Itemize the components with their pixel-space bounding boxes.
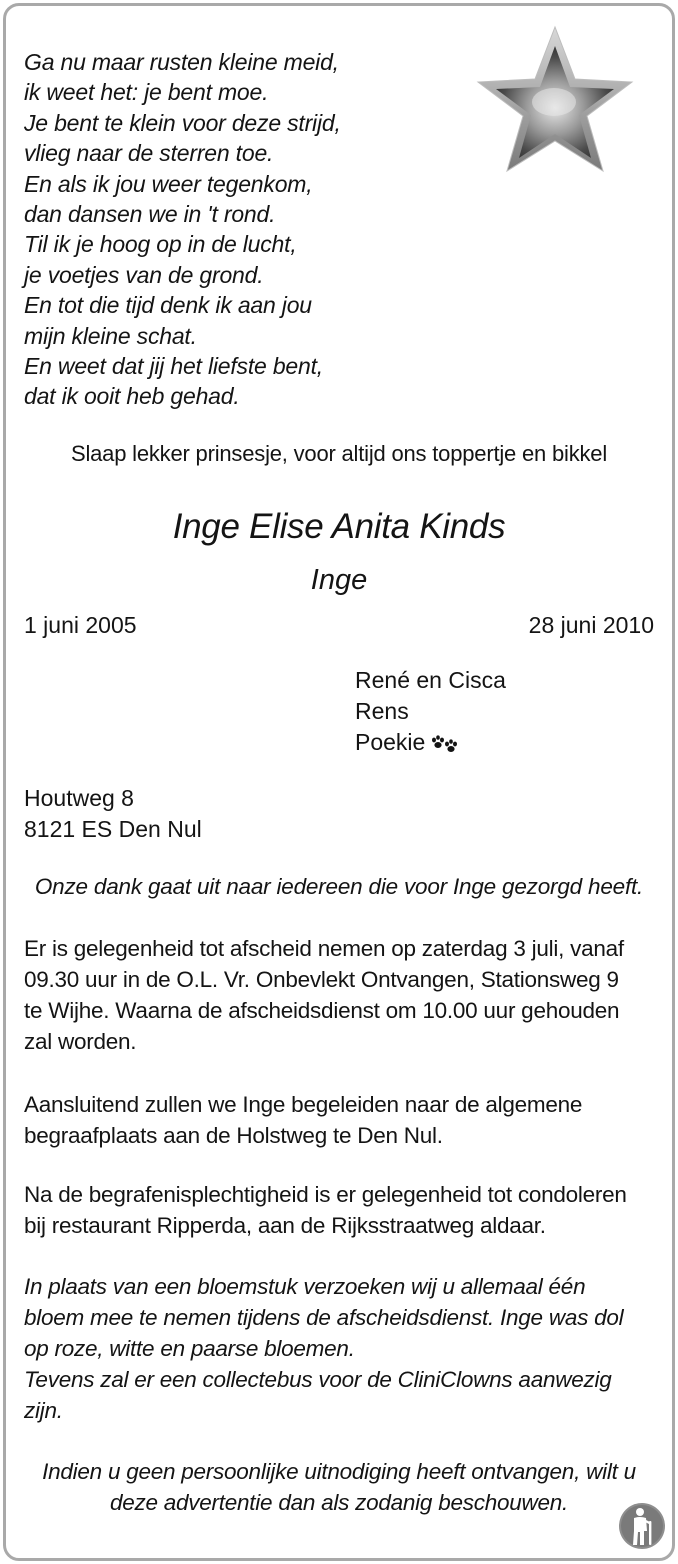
- closing-note: [0, 1456, 678, 1518]
- address: [24, 783, 202, 845]
- burial-paragraph: [24, 1089, 654, 1151]
- paragraph-line: zal worden.: [24, 1029, 137, 1054]
- condolence-paragraph: [24, 1179, 654, 1241]
- death-date: 28 juni 2010: [528, 612, 654, 638]
- sleep-line: Slaap lekker prinsesje, voor altijd ons toppertje en bikkel: [70, 441, 608, 466]
- family-list: [355, 665, 506, 758]
- closing-line: Indien u geen persoonlijke uitnodiging heeft ontvangen, wilt u: [42, 1459, 636, 1484]
- paragraph-line: Na de begrafenisplechtigheid is er gelegenheid tot condoleren: [24, 1182, 627, 1207]
- family-member-pet: [355, 727, 506, 758]
- star-icon: [474, 24, 636, 174]
- thanks-line: Onze dank gaat uit naar iedereen die voor Inge gezorgd heeft.: [34, 874, 644, 899]
- paragraph-line: te Wijhe. Waarna de afscheidsdienst om 10.00 uur gehouden: [24, 998, 620, 1023]
- paw-icon: [430, 735, 458, 753]
- paragraph-line: In plaats van een bloemstuk verzoeken wij u allemaal één: [24, 1274, 586, 1299]
- poem-line: dan dansen we in 't rond.: [24, 201, 276, 228]
- paragraph-line: bij restaurant Ripperda, aan de Rijksstraatweg aldaar.: [24, 1213, 546, 1238]
- family-member: Rens: [355, 698, 409, 724]
- poem-line: je voetjes van de grond.: [24, 261, 264, 288]
- flowers-paragraph: [24, 1271, 654, 1426]
- poem-line: Je bent te klein voor deze strijd,: [24, 109, 341, 136]
- farewell-paragraph: [24, 933, 654, 1057]
- birth-date: 1 juni 2005: [24, 612, 137, 638]
- address-city: 8121 ES Den Nul: [24, 816, 202, 842]
- poem: [24, 47, 341, 412]
- paragraph-line: zijn.: [24, 1398, 63, 1423]
- paragraph-line: begraafplaats aan de Holstweg te Den Nul.: [24, 1123, 443, 1148]
- paragraph-line: Tevens zal er een collectebus voor de CliniClowns aanwezig: [24, 1367, 612, 1392]
- paragraph-line: Aansluitend zullen we Inge begeleiden naar de algemene: [24, 1092, 583, 1117]
- poem-line: En tot die tijd denk ik aan jou: [24, 292, 312, 319]
- poem-line: vlieg naar de sterren toe.: [24, 140, 274, 167]
- poem-line: Til ik je hoog op in de lucht,: [24, 231, 297, 258]
- poem-line: dat ik ooit heb gehad.: [24, 383, 240, 410]
- paragraph-line: 09.30 uur in de O.L. Vr. Onbevlekt Ontvangen, Stationsweg 9: [24, 967, 619, 992]
- poem-line: mijn kleine schat.: [24, 322, 197, 349]
- poem-line: En als ik jou weer tegenkom,: [24, 170, 313, 197]
- memorial-logo-icon: [618, 1501, 666, 1551]
- deceased-full-name: Inge Elise Anita Kinds: [172, 507, 506, 546]
- poem-line: ik weet het: je bent moe.: [24, 79, 269, 106]
- closing-line: deze advertentie dan als zodanig beschouwen.: [109, 1490, 569, 1515]
- deceased-nickname: Inge: [310, 564, 368, 596]
- paragraph-line: Er is gelegenheid tot afscheid nemen op zaterdag 3 juli, vanaf: [24, 936, 624, 961]
- paragraph-line: op roze, witte en paarse bloemen.: [24, 1336, 355, 1361]
- paragraph-line: bloem mee te nemen tijdens de afscheidsdienst. Inge was dol: [24, 1305, 624, 1330]
- family-member-name: Poekie: [355, 729, 426, 755]
- family-member: René en Cisca: [355, 667, 506, 693]
- poem-line: En weet dat jij het liefste bent,: [24, 353, 323, 380]
- poem-line: Ga nu maar rusten kleine meid,: [24, 49, 339, 75]
- address-street: Houtweg 8: [24, 785, 134, 811]
